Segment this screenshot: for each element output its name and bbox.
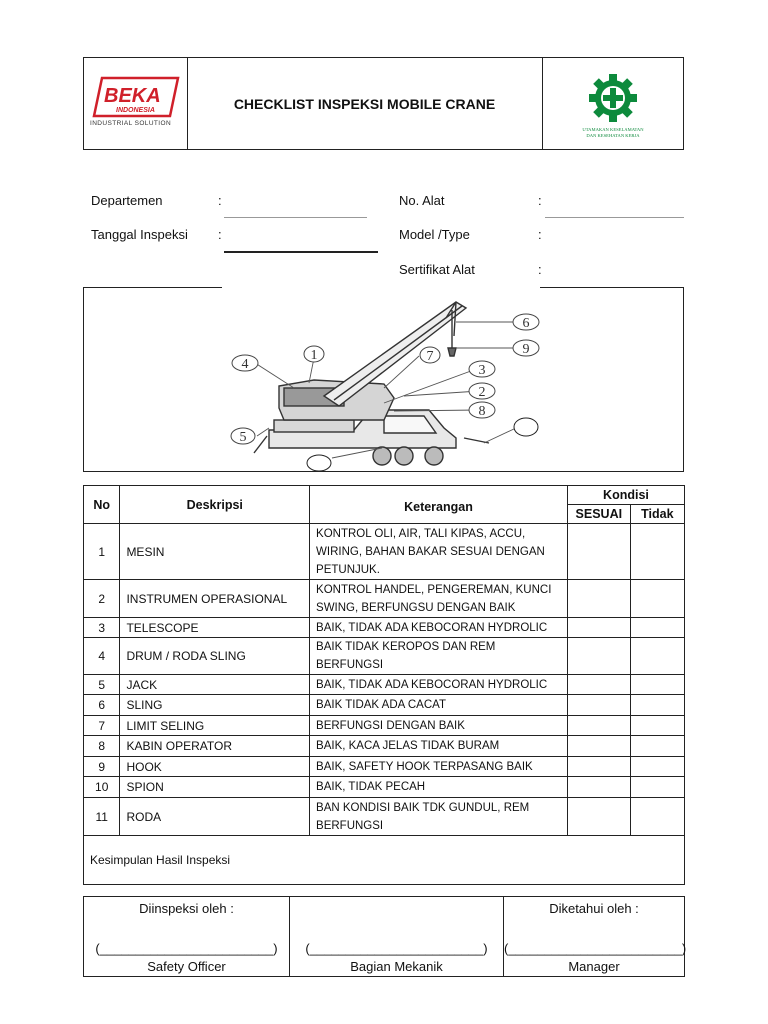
checkbox-sesuai[interactable] [567,675,630,695]
k3-text-line1: UTAMAKAN KESELAMATAN [582,127,644,132]
table-row [84,757,685,777]
callout-1: 1 [310,348,318,363]
checkbox-tidak[interactable] [630,580,684,618]
label-no-alat: No. Alat [399,193,445,208]
row-deskripsi: SLING [120,695,310,716]
blank-callout-right [514,418,538,436]
table-row [84,798,685,836]
checkbox-tidak[interactable] [630,716,684,736]
row-deskripsi: LIMIT SELING [120,716,310,736]
row-deskripsi: INSTRUMEN OPERASIONAL [120,580,310,618]
table-row [84,580,685,618]
colon-tanggal: : [218,227,222,242]
document-header [83,57,684,150]
header-kondisi: Kondisi [567,486,684,505]
checklist-table [83,485,685,885]
table-row [84,524,685,580]
checkbox-tidak[interactable] [630,798,684,836]
signature-safety-officer[interactable] [84,897,290,977]
row-no: 6 [84,695,120,716]
callout-6: 6 [522,316,530,331]
row-keterangan: BAN KONDISI BAIK TDK GUNDUL, REM BERFUNGSI [310,798,568,836]
row-no: 7 [84,716,120,736]
diketahui-label: Diketahui oleh : [549,901,639,916]
table-row [84,618,685,638]
row-deskripsi: JACK [120,675,310,695]
colon-no-alat: : [538,193,542,208]
row-no: 10 [84,777,120,798]
checkbox-sesuai[interactable] [567,716,630,736]
colon-sertifikat: : [538,262,542,277]
signature-bagian-mekanik[interactable] [290,897,504,977]
table-row [84,675,685,695]
checkbox-tidak[interactable] [630,777,684,798]
diinspeksi-label: Diinspeksi oleh : [139,901,234,916]
checkbox-sesuai[interactable] [567,638,630,675]
mobile-crane-illustration [84,288,683,471]
bagian-mekanik-label: Bagian Mekanik [350,959,443,974]
header-no: No [84,486,120,524]
checkbox-sesuai[interactable] [567,695,630,716]
signature-blank-line: (________________________) [95,941,278,956]
row-deskripsi: TELESCOPE [120,618,310,638]
label-sertifikat-alat: Sertifikat Alat [399,262,475,277]
row-deskripsi: KABIN OPERATOR [120,736,310,757]
callout-9: 9 [522,342,530,357]
safety-officer-label: Safety Officer [147,959,226,974]
header-keterangan: Keterangan [310,486,568,524]
table-row [84,638,685,675]
row-keterangan: KONTROL OLI, AIR, TALI KIPAS, ACCU, WIRING, BAHAN BAKAR SESUAI DENGAN PETUNJUK. [310,524,568,580]
signature-blank-line: (________________________) [305,941,488,956]
crane-diagram-box [83,287,684,472]
checkbox-sesuai[interactable] [567,777,630,798]
callout-7: 7 [426,349,434,364]
header-deskripsi: Deskripsi [120,486,310,524]
logo-sub: INDONESIA [116,107,155,114]
row-keterangan: BAIK, KACA JELAS TIDAK BURAM [310,736,568,757]
signature-blank-line: (________________________) [504,941,687,956]
header-sesuai: SESUAI [567,505,630,524]
callout-5: 5 [239,430,247,445]
logo-cell [84,58,188,149]
row-no: 4 [84,638,120,675]
row-deskripsi: MESIN [120,524,310,580]
checkbox-tidak[interactable] [630,757,684,777]
row-keterangan: BAIK, TIDAK PECAH [310,777,568,798]
row-keterangan: BAIK, SAFETY HOOK TERPASANG BAIK [310,757,568,777]
document-title: CHECKLIST INSPEKSI MOBILE CRANE [187,58,543,149]
row-deskripsi: SPION [120,777,310,798]
checkbox-tidak[interactable] [630,524,684,580]
table-row [84,716,685,736]
label-model-type: Model /Type [399,227,470,242]
label-departemen: Departemen [91,193,163,208]
kesimpulan-field[interactable]: Kesimpulan Hasil Inspeksi [84,836,685,885]
k3-text-line2: DAN KESEHATAN KERJA [586,133,640,138]
k3-safety-gear-icon [542,58,685,149]
row-keterangan: BAIK TIDAK KEROPOS DAN REM BERFUNGSI [310,638,568,675]
label-tanggal-inspeksi: Tanggal Inspeksi [91,227,188,242]
row-keterangan: KONTROL HANDEL, PENGEREMAN, KUNCI SWING, BERFUNGSU DENGAN BAIK [310,580,568,618]
signature-manager[interactable] [504,897,685,977]
row-no: 3 [84,618,120,638]
checkbox-sesuai[interactable] [567,580,630,618]
colon-model: : [538,227,542,242]
logo-tagline: INDUSTRIAL SOLUTION [90,120,172,127]
colon-departemen: : [218,193,222,208]
checkbox-sesuai[interactable] [567,798,630,836]
k3-logo-cell [542,58,683,149]
field-tanggal-value[interactable] [224,251,378,253]
manager-label: Manager [568,959,620,974]
checkbox-tidak[interactable] [630,638,684,675]
checkbox-tidak[interactable] [630,695,684,716]
checkbox-sesuai[interactable] [567,757,630,777]
row-deskripsi: DRUM / RODA SLING [120,638,310,675]
row-no: 1 [84,524,120,580]
checkbox-sesuai[interactable] [567,524,630,580]
row-no: 5 [84,675,120,695]
table-row [84,777,685,798]
field-departemen-value[interactable] [224,217,367,218]
checkbox-sesuai[interactable] [567,736,630,757]
row-keterangan: BAIK TIDAK ADA CACAT [310,695,568,716]
checkbox-sesuai[interactable] [567,618,630,638]
table-row [84,695,685,716]
callout-8: 8 [478,404,486,419]
callout-2: 2 [478,385,486,400]
row-keterangan: BAIK, TIDAK ADA KEBOCORAN HYDROLIC [310,618,568,638]
row-keterangan: BERFUNGSI DENGAN BAIK [310,716,568,736]
blank-callout-bottom [307,455,331,471]
logo-text: BEKA [104,85,161,107]
callout-4: 4 [241,357,249,372]
checkbox-tidak[interactable] [630,736,684,757]
row-no: 2 [84,580,120,618]
checkbox-tidak[interactable] [630,618,684,638]
row-no: 11 [84,798,120,836]
header-tidak: Tidak [630,505,684,524]
signature-table [83,896,685,977]
row-deskripsi: RODA [120,798,310,836]
row-no: 8 [84,736,120,757]
row-no: 9 [84,757,120,777]
field-no-alat-value[interactable] [545,217,684,218]
row-keterangan: BAIK, TIDAK ADA KEBOCORAN HYDROLIC [310,675,568,695]
checkbox-tidak[interactable] [630,675,684,695]
beka-logo [92,76,180,122]
row-deskripsi: HOOK [120,757,310,777]
callout-3: 3 [478,363,486,378]
table-row [84,736,685,757]
